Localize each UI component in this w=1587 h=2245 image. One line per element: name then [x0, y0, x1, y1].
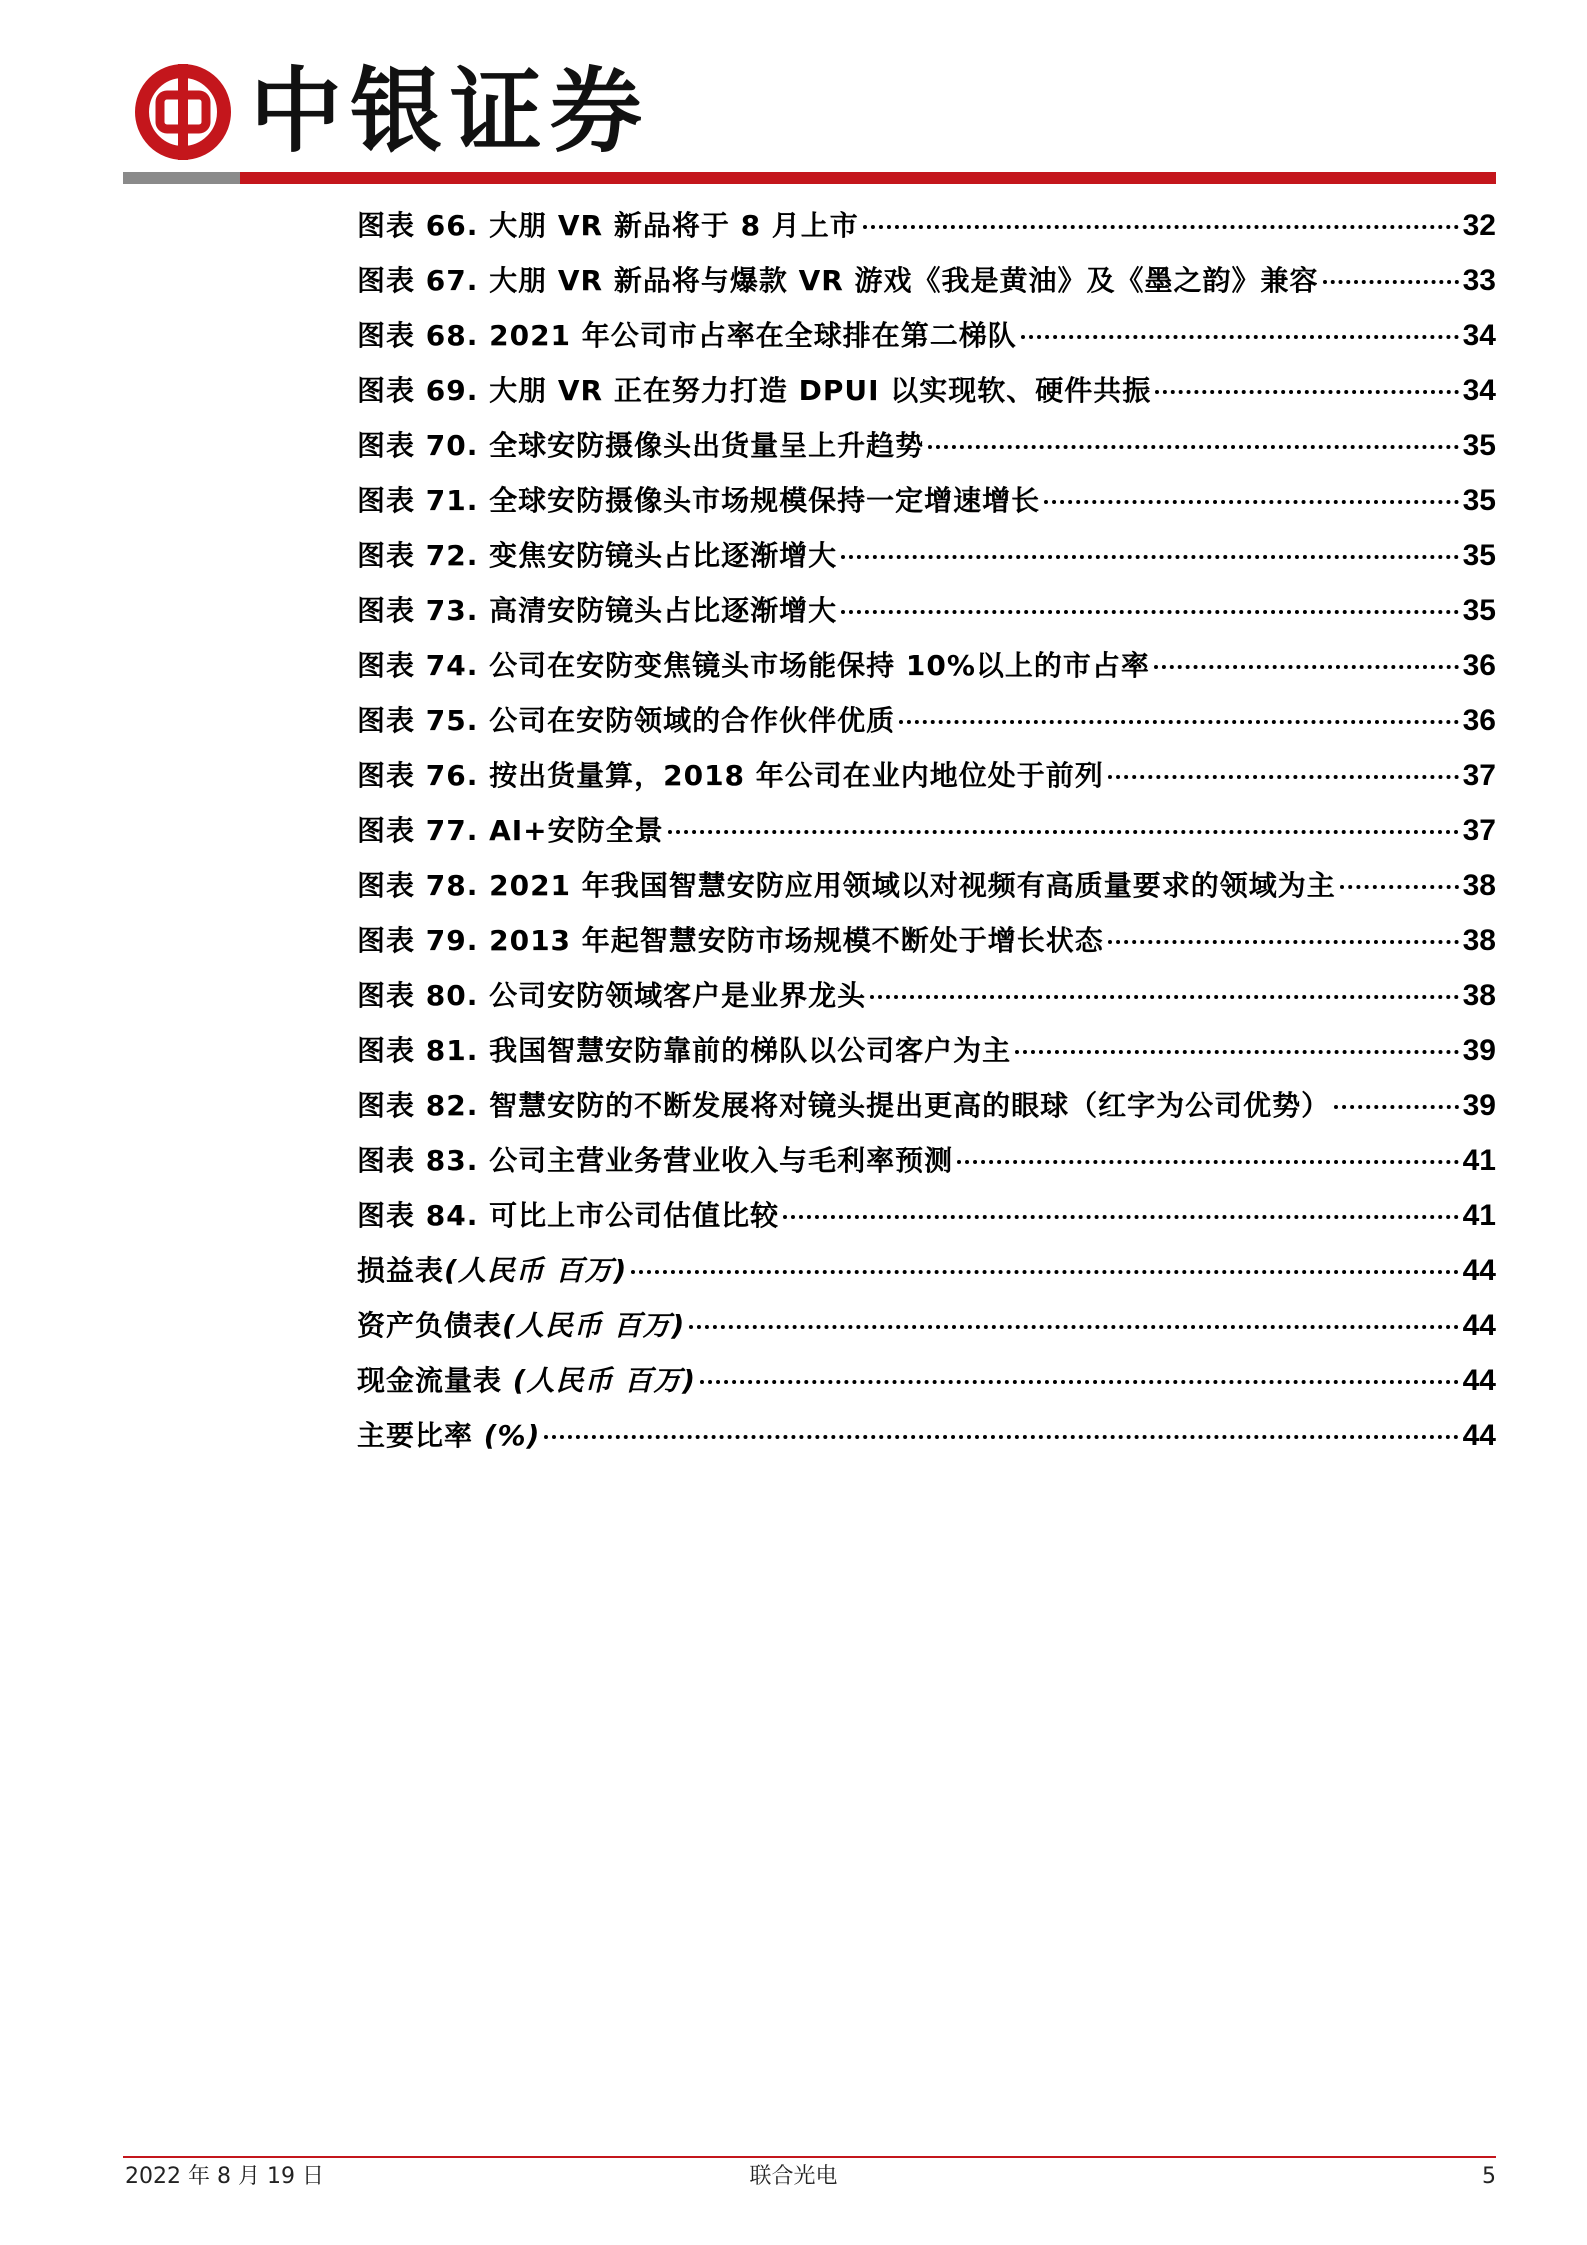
toc-dot-leader	[1155, 390, 1458, 394]
toc-entry-page: 34	[1462, 319, 1496, 352]
toc-entry-label	[357, 1083, 1330, 1129]
toc-entry-label	[357, 643, 1150, 689]
toc-dot-leader	[544, 1435, 1458, 1439]
toc-entry-page: 44	[1462, 1419, 1496, 1452]
toc-entry-title: 图表 80. 公司安防领域客户是业界龙头	[357, 979, 867, 1012]
toc-entry-page: 36	[1462, 704, 1496, 737]
toc-entry[interactable]	[357, 588, 1496, 643]
toc-entry[interactable]	[357, 698, 1496, 753]
toc-entry-title: 图表 74. 公司在安防变焦镜头市场能保持 10%以上的市占率	[357, 649, 1150, 682]
toc-entry-label	[357, 918, 1104, 964]
toc-dot-leader	[870, 995, 1459, 999]
toc-dot-leader	[957, 1160, 1459, 1164]
toc-entry-title: 图表 78. 2021 年我国智慧安防应用领域以对视频有高质量要求的领域为主	[357, 869, 1336, 902]
toc-dot-leader	[1108, 775, 1459, 779]
toc-entry-unit: (%)	[483, 1419, 541, 1452]
toc-dot-leader	[1108, 940, 1459, 944]
toc-entry-page: 38	[1462, 869, 1496, 902]
toc-entry-label	[357, 1248, 627, 1294]
toc-entry-page: 38	[1462, 979, 1496, 1012]
toc-entry[interactable]	[357, 808, 1496, 863]
toc-entry[interactable]	[357, 203, 1496, 258]
toc-entry[interactable]	[357, 1248, 1496, 1303]
toc-entry[interactable]	[357, 973, 1496, 1028]
toc-entry-label	[357, 1138, 953, 1184]
toc-entry-label	[357, 478, 1040, 524]
toc-dot-leader	[1340, 885, 1459, 889]
toc-entry[interactable]	[357, 1413, 1496, 1468]
toc-entry-label	[357, 808, 664, 854]
toc-dot-leader	[668, 830, 1459, 834]
toc-entry[interactable]	[357, 1028, 1496, 1083]
toc-dot-leader	[928, 445, 1459, 449]
toc-entry[interactable]	[357, 753, 1496, 808]
toc-entry-page: 39	[1462, 1034, 1496, 1067]
toc-entry[interactable]	[357, 1358, 1496, 1413]
toc-entry-page: 35	[1462, 429, 1496, 462]
page-header	[0, 0, 1587, 190]
toc-entry-title: 现金流量表	[357, 1364, 513, 1397]
toc-entry-label	[357, 1413, 540, 1459]
toc-entry-page: 34	[1462, 374, 1496, 407]
toc-entry-title: 图表 71. 全球安防摄像头市场规模保持一定增速增长	[357, 484, 1041, 517]
toc-entry[interactable]	[357, 918, 1496, 973]
company-logo-text: 中银证券	[250, 57, 651, 165]
toc-entry-title: 图表 67. 大朋 VR 新品将与爆款 VR 游戏《我是黄油》及《墨之韵》兼容	[357, 264, 1319, 297]
toc-entry[interactable]	[357, 1083, 1496, 1138]
toc-entry-page: 37	[1462, 814, 1496, 847]
toc-entry-label	[357, 698, 895, 744]
toc-entry[interactable]	[357, 1193, 1496, 1248]
toc-entry-page: 44	[1462, 1309, 1496, 1342]
table-of-contents	[357, 203, 1496, 1468]
toc-entry-label	[357, 203, 859, 249]
toc-dot-leader	[1044, 500, 1459, 504]
toc-dot-leader	[631, 1270, 1458, 1274]
toc-entry-label	[357, 863, 1336, 909]
toc-entry-title: 损益表	[357, 1254, 445, 1287]
company-name-footer: 联合光电	[749, 2164, 838, 2189]
toc-dot-leader	[689, 1325, 1458, 1329]
toc-entry[interactable]	[357, 1138, 1496, 1193]
toc-entry-page: 44	[1462, 1364, 1496, 1397]
toc-dot-leader	[700, 1380, 1459, 1384]
toc-entry[interactable]	[357, 533, 1496, 588]
toc-entry-title: 图表 69. 大朋 VR 正在努力打造 DPUI 以实现软、硬件共振	[357, 374, 1152, 407]
toc-entry[interactable]	[357, 368, 1496, 423]
toc-dot-leader	[1021, 335, 1459, 339]
toc-dot-leader	[863, 225, 1459, 229]
toc-entry-title: 图表 70. 全球安防摄像头出货量呈上升趋势	[357, 429, 925, 462]
toc-entry-page: 33	[1462, 264, 1496, 297]
toc-entry-label	[357, 533, 837, 579]
toc-entry-title: 主要比率	[357, 1419, 484, 1452]
toc-entry[interactable]	[357, 313, 1496, 368]
toc-entry-page: 37	[1462, 759, 1496, 792]
toc-entry[interactable]	[357, 863, 1496, 918]
toc-entry-title: 资产负债表	[357, 1309, 503, 1342]
toc-entry-title: 图表 84. 可比上市公司估值比较	[357, 1199, 780, 1232]
toc-entry-label	[357, 423, 924, 469]
toc-entry-unit: (人民币 百万)	[444, 1254, 628, 1287]
page-number: 5	[1482, 2164, 1496, 2189]
toc-entry-page: 44	[1462, 1254, 1496, 1287]
toc-entry-label	[357, 313, 1017, 359]
toc-entry-label	[357, 588, 837, 634]
toc-entry-page: 35	[1462, 594, 1496, 627]
toc-entry-title: 图表 66. 大朋 VR 新品将于 8 月上市	[357, 209, 859, 242]
footer-divider	[123, 2156, 1496, 2158]
toc-entry-label	[357, 1193, 779, 1239]
toc-entry-page: 39	[1462, 1089, 1496, 1122]
toc-entry-title: 图表 72. 变焦安防镜头占比逐渐增大	[357, 539, 838, 572]
toc-entry[interactable]	[357, 1303, 1496, 1358]
toc-entry-page: 35	[1462, 484, 1496, 517]
toc-dot-leader	[899, 720, 1459, 724]
toc-entry-title: 图表 83. 公司主营业务营业收入与毛利率预测	[357, 1144, 954, 1177]
toc-dot-leader	[1154, 665, 1459, 669]
toc-dot-leader	[841, 555, 1459, 559]
toc-entry-page: 38	[1462, 924, 1496, 957]
toc-entry-page: 35	[1462, 539, 1496, 572]
toc-entry-label	[357, 753, 1104, 799]
toc-entry[interactable]	[357, 643, 1496, 698]
toc-entry-title: 图表 73. 高清安防镜头占比逐渐增大	[357, 594, 838, 627]
toc-entry-title: 图表 82. 智慧安防的不断发展将对镜头提出更高的眼球（红字为公司优势）	[357, 1089, 1331, 1122]
toc-entry-page: 41	[1462, 1199, 1496, 1232]
toc-entry[interactable]	[357, 423, 1496, 478]
toc-dot-leader	[1334, 1105, 1459, 1109]
toc-entry[interactable]	[357, 478, 1496, 533]
toc-entry-label	[357, 973, 866, 1019]
toc-entry-label	[357, 1358, 696, 1404]
toc-entry-unit: (人民币 百万)	[502, 1309, 686, 1342]
toc-entry-title: 图表 81. 我国智慧安防靠前的梯队以公司客户为主	[357, 1034, 1012, 1067]
report-date: 2022 年 8 月 19 日	[125, 2164, 324, 2189]
toc-dot-leader	[841, 610, 1459, 614]
toc-entry[interactable]	[357, 258, 1496, 313]
toc-entry-title: 图表 77. AI+安防全景	[357, 814, 664, 847]
toc-entry-label	[357, 258, 1319, 304]
toc-entry-title: 图表 75. 公司在安防领域的合作伙伴优质	[357, 704, 896, 737]
toc-entry-label	[357, 1028, 1011, 1074]
header-divider-red	[240, 172, 1496, 184]
toc-entry-title: 图表 79. 2013 年起智慧安防市场规模不断处于增长状态	[357, 924, 1104, 957]
toc-entry-label	[357, 368, 1151, 414]
header-divider-gray	[123, 172, 240, 184]
toc-entry-title: 图表 76. 按出货量算，2018 年公司在业内地位处于前列	[357, 759, 1104, 792]
toc-entry-title: 图表 68. 2021 年公司市占率在全球排在第二梯队	[357, 319, 1017, 352]
boc-logo-icon	[133, 62, 233, 162]
toc-entry-label	[357, 1303, 685, 1349]
toc-entry-page: 32	[1462, 209, 1496, 242]
toc-entry-page: 36	[1462, 649, 1496, 682]
toc-entry-page: 41	[1462, 1144, 1496, 1177]
toc-dot-leader	[1323, 280, 1459, 284]
toc-entry-unit: (人民币 百万)	[512, 1364, 697, 1397]
toc-dot-leader	[783, 1215, 1459, 1219]
toc-dot-leader	[1015, 1050, 1459, 1054]
